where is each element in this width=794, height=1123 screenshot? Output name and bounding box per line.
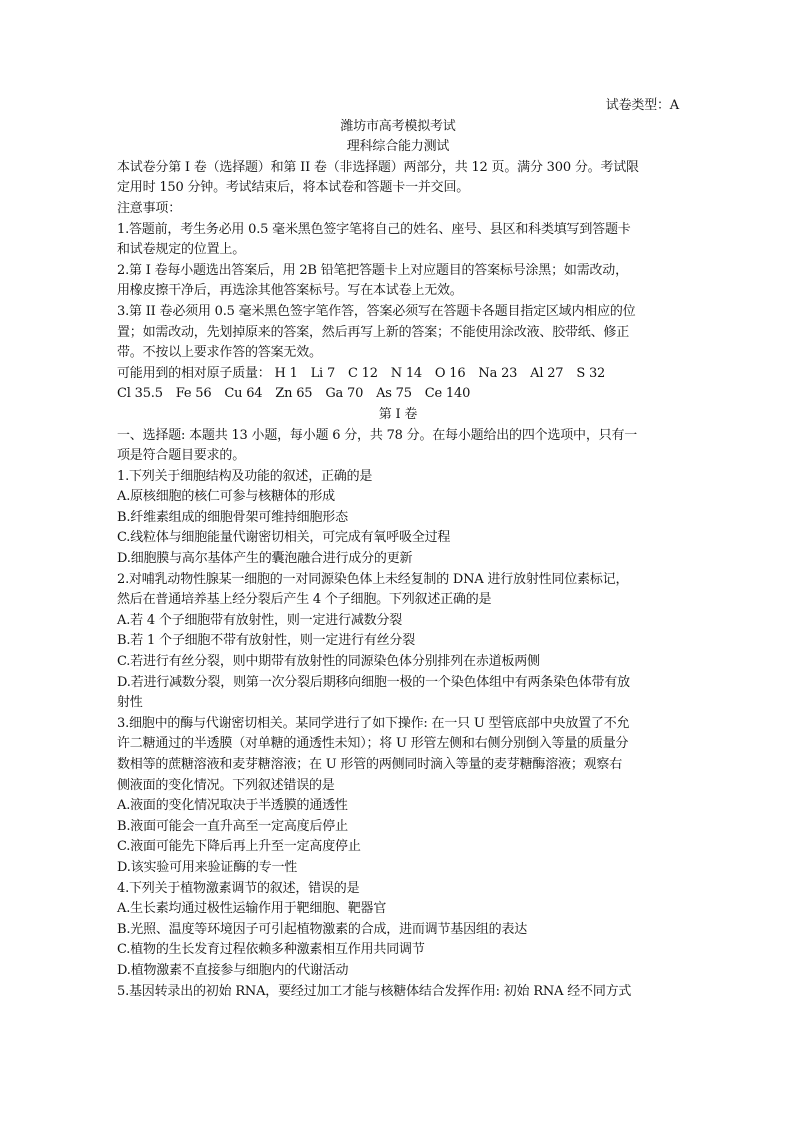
atomic-mass: Cu 64 [224,386,263,402]
atomic-mass: S 32 [576,365,606,381]
question-stem: 4.下列关于植物激素调节的叙述，错误的是 [117,880,360,896]
section-instruction: 一、选择题: 本题共 13 小题，每小题 6 分，共 78 分。在每小题给出的四个选项中，只有一 [117,427,638,443]
atomic-mass: Fe 56 [175,386,212,402]
atomic-mass: N 14 [390,365,422,381]
section-instruction: 项是符合题目要求的。 [117,448,246,464]
section-title: 第 I 卷 [378,406,418,422]
atomic-mass: Ga 70 [325,386,364,402]
notice-line: 用橡皮擦干净后，再选涂其他答案标号。写在本试卷上无效。 [117,283,463,299]
answer-option: D.植物激素不直接参与细胞内的代谢活动 [117,962,349,978]
question-list [117,467,679,1002]
question-5 [117,982,679,1003]
answer-option: A.液面的变化情况取决于半透膜的通透性 [117,798,348,814]
exam-page [117,96,679,1002]
answer-option: D.细胞膜与高尔基体产生的囊泡融合进行成分的更新 [117,551,413,567]
atomic-mass: H 1 [274,365,298,381]
atomic-mass: Na 23 [478,365,518,381]
question-stem: 数相等的蔗糖溶液和麦芽糖溶液；在 U 形管的两侧同时滴入等量的麦芽糖酶溶液；观察右 [117,757,623,772]
answer-option: D.该实验可用来验证酶的专一性 [117,859,298,875]
answer-option: B.液面可能会一直升高至一定高度后停止 [117,818,348,834]
question-stem: 侧液面的变化情况。下列叙述错误的是 [117,777,335,793]
answer-option: C.若进行有丝分裂，则中期带有放射性的同源染色体分别排列在赤道板两侧 [117,654,540,670]
answer-option: 射性 [117,695,143,711]
question-1 [117,467,679,570]
answer-option: D.若进行减数分裂，则第一次分裂后期移向细胞一极的一个染色体组中有两条染色体带有放 [117,674,630,690]
exam-title: 潍坊市高考模拟考试 [340,118,456,134]
atomic-mass: As 75 [376,386,412,402]
atomic-mass: Cl 35.5 [117,386,163,402]
subject-title: 理科综合能力测试 [346,139,450,155]
atomic-mass-row-1 [117,364,679,385]
atomic-mass: Li 7 [310,365,336,381]
atomic-mass: Al 27 [530,365,564,381]
intro-line: 本试卷分第 I 卷（选择题）和第 II 卷（非选择题）两部分，共 12 页。满分 300 分。考试限 [117,159,639,175]
notice-line: 3.第 II 卷必须用 0.5 毫米黑色签字笔作答，答案必须写在答题卡各题目指定区域内相应的位 [117,303,636,319]
answer-option: A.生长素均通过极性运输作用于靶细胞、靶器官 [117,901,387,917]
notice-title: 注意事项： [117,200,182,216]
answer-option: C.线粒体与细胞能量代谢密切相关，可完成有氧呼吸全过程 [117,530,451,546]
atomic-mass-label: 可能用到的相对原子质量： [117,365,271,381]
question-stem: 1.下列关于细胞结构及功能的叙述，正确的是 [117,468,373,484]
answer-option: B.若 1 个子细胞不带有放射性，则一定进行有丝分裂 [117,633,416,649]
answer-option: B.纤维素组成的细胞骨架可维持细胞形态 [117,509,348,525]
atomic-mass: Zn 65 [275,386,313,402]
answer-option: C.植物的生长发育过程依赖多种激素相互作用共同调节 [117,942,425,958]
answer-option: A.原核细胞的核仁可参与核糖体的形成 [117,489,335,505]
answer-option: C.液面可能先下降后再上升至一定高度停止 [117,839,361,855]
question-3 [117,714,679,879]
atomic-mass: C 12 [347,365,378,381]
paper-type: 试卷类型：A [605,98,679,113]
notice-line: 2.第 I 卷每小题选出答案后，用 2B 铅笔把答题卡上对应题目的答案标号涂黑；如需改动， [117,262,628,278]
question-stem: 然后在普通培养基上经分裂后产生 4 个子细胞。下列叙述正确的是 [117,592,492,608]
question-stem: 3.细胞中的酶与代谢密切相关。某同学进行了如下操作: 在一只 U 型管底部中央放置了不允 [117,715,630,731]
question-stem: 2.对哺乳动物性腺某一细胞的一对同源染色体上未经复制的 DNA 进行放射性同位素标记， [117,571,629,587]
notice-line: 1.答题前，考生务必用 0.5 毫米黑色签字笔将自己的姓名、座号、县区和科类填写到答题卡 [117,221,631,237]
question-stem: 5.基因转录出的初始 RNA，要经过加工才能与核糖体结合发挥作用: 初始 RNA 经不同方式 [117,983,632,999]
notice-line: 带。不按以上要求作答的答案无效。 [117,345,322,361]
answer-option: A.若 4 个子细胞带有放射性，则一定进行减数分裂 [117,612,403,628]
answer-option: B.光照、温度等环境因子可引起植物激素的合成，进而调节基因组的表达 [117,921,528,937]
question-4 [117,879,679,982]
notice-line: 和试卷规定的位置上。 [117,242,246,258]
notice-line: 置；如需改动，先划掉原来的答案，然后再写上新的答案；不能使用涂改液、胶带纸、修正 [117,324,630,340]
question-2 [117,570,679,714]
question-stem: 许二糖通过的半透膜（对单糖的通透性未知）；将 U 形管左侧和右侧分别倒入等量的质量分 [117,736,629,752]
intro-line: 定用时 150 分钟。考试结束后，将本试卷和答题卡一并交回。 [117,180,470,196]
atomic-mass-row-2 [117,384,679,405]
atomic-mass: Ce 140 [424,386,471,402]
atomic-mass: O 16 [434,365,466,381]
